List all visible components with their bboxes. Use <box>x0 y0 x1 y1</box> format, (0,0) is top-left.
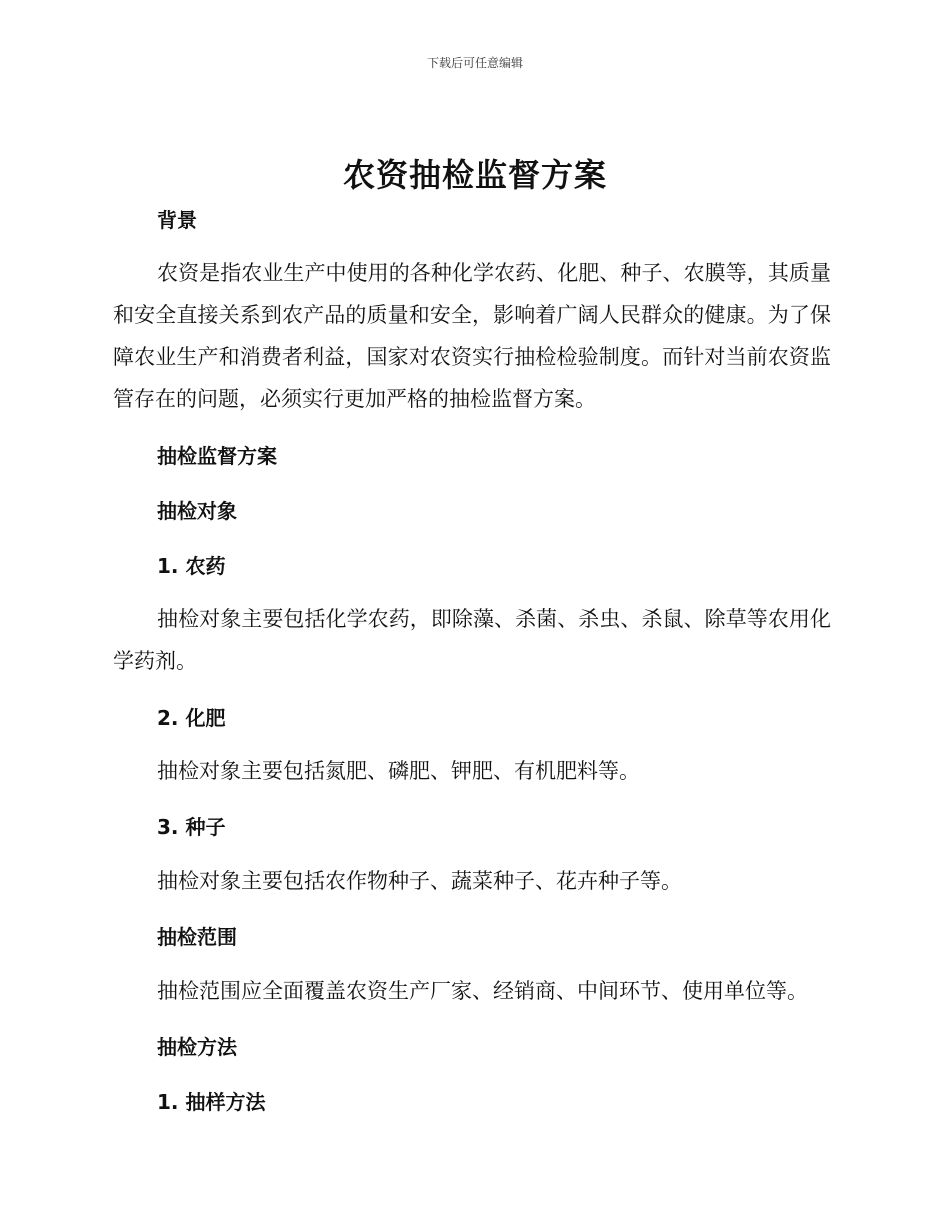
paragraph-fertilizer <box>113 750 831 792</box>
document-title: 农资抽检监督方案 <box>342 156 607 194</box>
paragraph-background <box>113 252 831 420</box>
heading-plan: 抽检监督方案 <box>157 444 277 468</box>
paragraph-pesticide <box>113 598 831 682</box>
paragraph-fertilizer-text: 抽检对象主要包括氮肥、磷肥、钾肥、有机肥料等。 <box>157 759 640 783</box>
paragraph-seed <box>113 860 831 902</box>
heading-seed: 3. 种子 <box>157 815 226 839</box>
heading-fertilizer: 2. 化肥 <box>157 706 226 730</box>
paragraph-scope <box>113 970 831 1012</box>
heading-sampling: 1. 抽样方法 <box>157 1090 266 1114</box>
paragraph-scope-text: 抽检范围应全面覆盖农资生产厂家、经销商、中间环节、使用单位等。 <box>157 979 808 1003</box>
paragraph-seed-text: 抽检对象主要包括农作物种子、蔬菜种子、花卉种子等。 <box>157 869 682 893</box>
heading-method: 抽检方法 <box>157 1035 237 1059</box>
paragraph-pesticide-text: 抽检对象主要包括化学农药，即除藻、杀菌、杀虫、杀鼠、除草等农用化学药剂。 <box>113 607 831 673</box>
heading-background: 背景 <box>157 208 197 232</box>
paragraph-background-text: 农资是指农业生产中使用的各种化学农药、化肥、种子、农膜等，其质量和安全直接关系到农产品的质量和安全，影响着广阔人民群众的健康。为了保障农业生产和消费者利益，国家对农资实行抽检检验制度。而针对当前农资监管存在的问题，必须实行更加严格的抽检监督方案。 <box>113 261 831 411</box>
header-note: 下载后可任意编辑 <box>426 56 523 70</box>
heading-objects: 抽检对象 <box>157 499 237 523</box>
heading-pesticide: 1. 农药 <box>157 554 226 578</box>
heading-scope: 抽检范围 <box>157 925 237 949</box>
